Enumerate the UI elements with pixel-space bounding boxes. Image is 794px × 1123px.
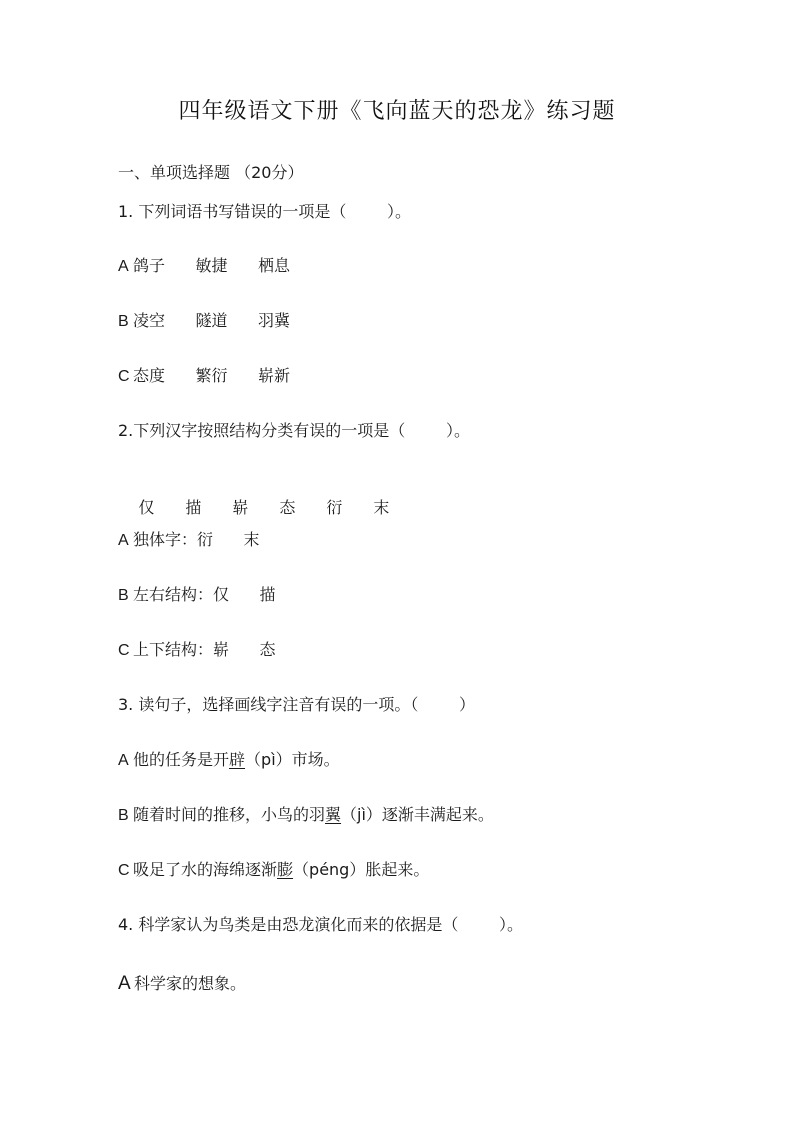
q1-option-c — [118, 365, 290, 388]
option-text: 独体字：衍 末 — [133, 530, 260, 549]
q2-option-c — [118, 639, 276, 662]
option-label: B — [118, 313, 129, 330]
section-heading: 一、单项选择题 （20分） — [118, 163, 304, 182]
option-label: A — [118, 973, 131, 994]
q3-option-c — [118, 859, 429, 882]
q2-char: 末 — [373, 498, 390, 517]
underlined-char: 膨 — [277, 860, 294, 879]
option-label: B — [118, 807, 129, 824]
option-label: A — [118, 752, 129, 769]
document-title: 四年级语文下册《飞向蓝天的恐龙》练习题 — [178, 99, 616, 124]
question-4-stem: 4. 科学家认为鸟类是由恐龙演化而来的依据是（ ）。 — [118, 915, 524, 934]
q1-option-b — [118, 310, 290, 333]
option-label: A — [118, 258, 129, 275]
q3-option-b — [118, 804, 494, 827]
question-3-stem: 3. 读句子，选择画线字注音有误的一项。（ ） — [118, 695, 476, 714]
underlined-char: 翼 — [325, 805, 342, 824]
question-1-stem: 1. 下列词语书写错误的一项是（ ）。 — [118, 202, 412, 221]
option-label: B — [118, 587, 129, 604]
option-text-pre: 吸足了水的海绵逐渐 — [133, 860, 278, 879]
option-text-post: （pì）市场。 — [245, 750, 340, 769]
q2-char: 崭 — [232, 498, 249, 517]
option-text: 上下结构：崭 态 — [133, 640, 276, 659]
option-text-pre: 他的任务是开 — [133, 750, 230, 769]
option-text-post: （jì）逐渐丰满起来。 — [341, 805, 494, 824]
option-label: C — [118, 368, 130, 385]
option-label: A — [118, 532, 129, 549]
q1-option-a — [118, 255, 290, 278]
option-text-pre: 随着时间的推移，小鸟的羽 — [133, 805, 326, 824]
option-text: 科学家的想象。 — [134, 974, 247, 993]
question-2-stem: 2.下列汉字按照结构分类有误的一项是（ ）。 — [118, 421, 470, 440]
q2-option-b — [118, 584, 276, 607]
option-label: C — [118, 862, 130, 879]
option-text: 凌空 隧道 羽冀 — [133, 311, 291, 330]
option-text-post: （péng）胀起来。 — [293, 860, 430, 879]
option-text: 鸽子 敏捷 栖息 — [133, 256, 291, 275]
q2-char: 态 — [279, 498, 296, 517]
option-label: C — [118, 642, 130, 659]
q2-option-a — [118, 529, 260, 552]
q4-option-a — [118, 973, 246, 995]
option-text: 态度 繁衍 崭新 — [133, 366, 291, 385]
q2-char: 描 — [185, 498, 202, 517]
q2-char: 仅 — [138, 498, 155, 517]
underlined-char: 辟 — [229, 750, 246, 769]
q3-option-a — [118, 749, 340, 772]
q2-char: 衍 — [326, 498, 343, 517]
option-text: 左右结构：仅 描 — [133, 585, 276, 604]
